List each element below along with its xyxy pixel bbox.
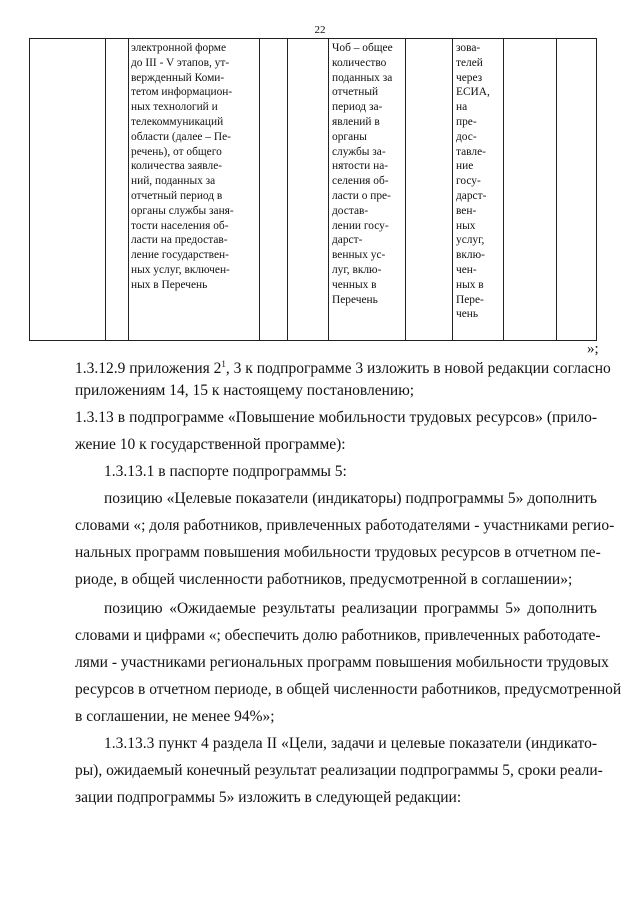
table-column-divider	[556, 39, 557, 340]
table-column-divider	[452, 39, 453, 340]
table-column-divider	[287, 39, 288, 340]
table-fragment	[29, 38, 597, 341]
closing-quote-mark: »;	[587, 341, 599, 357]
table-cell-indicator-description: электронной форме до III - V этапов, ут- вержденный Коми- тетом информацион- ных технологий и телекоммуникаций области (далее – Пе- речень), от общего количества заявле- ний, поданных за отчетный период в органы службы заня- тости населения об- ласти на предостав- ление государствен- ных услуг, включен- ных в Перечень	[131, 42, 234, 291]
paragraph-line: позицию «Целевые показатели (индикаторы) подпрограммы 5» дополнить	[104, 490, 597, 507]
paragraph-line: ры), ожидаемый конечный результат реализации подпрограммы 5, сроки реали-	[75, 762, 603, 779]
table-column-divider	[105, 39, 106, 340]
paragraph-line: 1.3.13.3 пункт 4 раздела II «Цели, задачи и целевые показатели (индикато-	[104, 735, 597, 752]
table-column-divider	[503, 39, 504, 340]
page-number: 22	[314, 24, 326, 36]
paragraph-line: ресурсов в отчетном периоде, в общей численности работников, предусмотренной	[75, 681, 622, 698]
paragraph-line: риоде, в общей численности работников, предусмотренной в соглашении»;	[75, 571, 573, 588]
paragraph-line: 1.3.13.1 в паспорте подпрограммы 5:	[104, 463, 347, 480]
table-cell-users-note: зова- телей через ЕСИА, на пре- дос- тавле- ние госу- дарст- вен- ных услуг, вклю- чен- ных в Пере- чень	[456, 42, 490, 321]
table-border-right	[596, 39, 597, 340]
paragraph-line: 1.3.13 в подпрограмме «Повышение мобильности трудовых ресурсов» (прило-	[75, 409, 597, 426]
paragraph-line: позицию «Ожидаемые результаты реализации программы 5» дополнить	[104, 600, 597, 617]
paragraph-line: нальных программ повышения мобильности трудовых ресурсов в отчетном пе-	[75, 544, 601, 561]
superscript: 1	[221, 359, 226, 369]
table-cell-formula-note: Чоб – общее количество поданных за отчетный период за- явлений в органы службы за- нятости на- селения об- ласти о пре- достав- лении госу- дарст- венных ус- луг, вклю- ченных в Перечень	[332, 42, 393, 306]
table-column-divider	[259, 39, 260, 340]
paragraph-line: словами и цифрами «; обеспечить долю работников, привлеченных работодате-	[75, 627, 601, 644]
paragraph-line: в соглашении, не менее 94%»;	[75, 708, 275, 725]
table-column-divider	[328, 39, 329, 340]
paragraph-line: приложениям 14, 15 к настоящему постановлению;	[75, 382, 415, 399]
table-column-divider	[405, 39, 406, 340]
paragraph-line: лями - участниками региональных программ повышения мобильности трудовых	[75, 654, 609, 671]
table-border-left	[29, 39, 30, 340]
paragraph-line: 1.3.12.9 приложения $2^1$, 3 к подпрограмме 3 изложить в новой редакции согласно	[75, 359, 611, 377]
table-column-divider	[128, 39, 129, 340]
paragraph-line: зации подпрограммы 5» изложить в следующей редакции:	[75, 789, 462, 806]
paragraph-line: жение 10 к государственной программе):	[75, 436, 346, 453]
paragraph-line: словами «; доля работников, привлеченных работодателями - участниками регио-	[75, 517, 615, 534]
